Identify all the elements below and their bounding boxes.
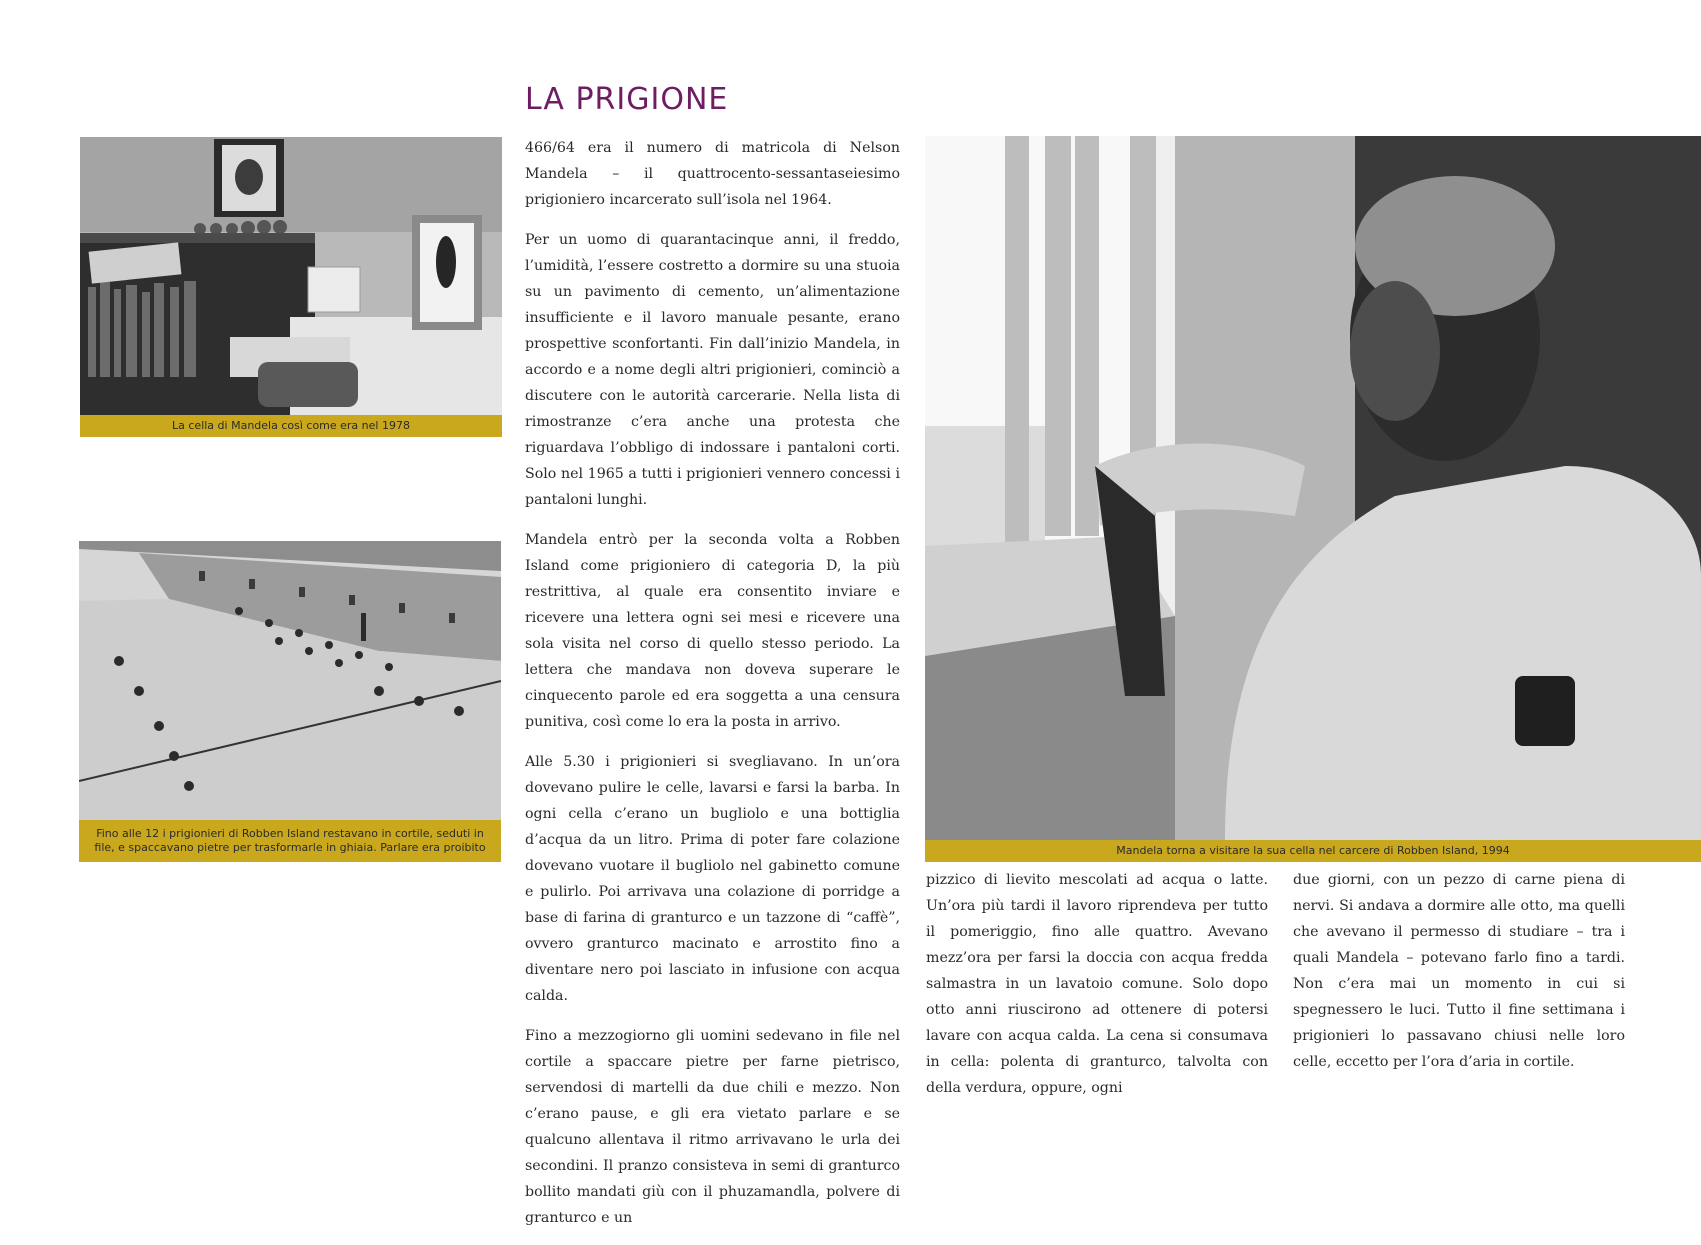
mandela-window-photo — [925, 136, 1701, 840]
courtyard-photo — [79, 541, 501, 820]
paragraph: pizzico di lievito mescolati ad acqua o latte. Un’ora più tardi il lavoro riprendeva per tutto il pomeriggio, fino alle quattro. Avevano mezz’ora per farsi la doccia con acqua fredda salmastra in un lavatoio comune. Solo dopo otto anni riuscirono ad ottenere di potersi lavare con acqua calda. La cena si consumava in cella: polenta di granturco, talvolta con della verdura, oppure, ogni — [926, 872, 1268, 1096]
paragraph: Fino a mezzogiorno gli uomini sedevano in file nel cortile a spaccare pietre per farne pietrisco, servendosi di martelli da due chili e mezzo. Non c’erano pause, e gli era vietato parlare e se qualcuno allentava il ritmo arrivavano le urla dei secondini. Il pranzo consisteva in semi di granturco bollito mandati giù con il phuzamandla, polvere di granturco e un — [525, 1028, 900, 1226]
cell-photo-caption: La cella di Mandela così come era nel 1978 — [80, 415, 502, 437]
text-column-1 — [525, 135, 900, 1245]
paragraph: due giorni, con un pezzo di carne piena di nervi. Si andava a dormire alle otto, ma quelli che avevano il permesso di studiare – tra i quali Mandela – potevano farlo fino a tardi. Non c’era mai un momento in cui si spegnessero le luci. Tutto il fine settimana i prigionieri lo passavano chiusi nelle loro celle, eccetto per l’ora d’aria in cortile. — [1293, 872, 1625, 1070]
paragraph: Mandela entrò per la seconda volta a Robben Island come prigioniero di categoria D, la più restrittiva, al quale era consentito inviare e ricevere una lettera ogni sei mesi e ricevere una sola visita nel corso di quello stesso periodo. La lettera che mandava non doveva superare le cinquecento parole ed era soggetta a una censura punitiva, così come lo era la posta in arrivo. — [525, 532, 900, 730]
text-column-2 — [926, 867, 1268, 1115]
cell-photo — [80, 137, 502, 415]
paragraph: Per un uomo di quarantacinque anni, il freddo, l’umidità, l’essere costretto a dormire su una stuoia su un pavimento di cemento, un’alimentazione insufficiente e il lavoro manuale pesante, erano prospettive sconfortanti. Fin dall’inizio Mandela, in accordo e a nome degli altri prigionieri, cominciò a discutere con le autorità carcerarie. Nella lista di rimostranze c’era anche una protesta che riguardava l’obbligo di indossare i pantaloni corti. Solo nel 1965 a tutti i prigionieri vennero concessi i pantaloni lunghi. — [525, 232, 900, 508]
mandela-photo-caption: Mandela torna a visitare la sua cella nel carcere di Robben Island, 1994 — [925, 840, 1701, 862]
page-title: LA PRIGIONE — [525, 82, 729, 117]
courtyard-photo-caption: Fino alle 12 i prigionieri di Robben Island restavano in cortile, seduti in file, e spaccavano pietre per trasformarle in ghiaia. Parlare era proibito — [79, 820, 501, 862]
text-column-3 — [1293, 867, 1625, 1089]
paragraph: 466/64 era il numero di matricola di Nelson Mandela – il quattrocento-sessantaseiesimo prigioniero incarcerato sull’isola nel 1964. — [525, 140, 900, 208]
paragraph: Alle 5.30 i prigionieri si svegliavano. In un’ora dovevano pulire le celle, lavarsi e farsi la barba. In ogni cella c’erano un bugliolo e una bottiglia d’acqua da un litro. Prima di poter fare colazione dovevano vuotare il bugliolo nel gabinetto comune e pulirlo. Poi arrivava una colazione di porridge a base di farina di granturco e un tazzone di “caffè”, ovvero granturco macinato e arrostito fino a diventare nero poi lasciato in infusione con acqua calda. — [525, 754, 900, 1004]
